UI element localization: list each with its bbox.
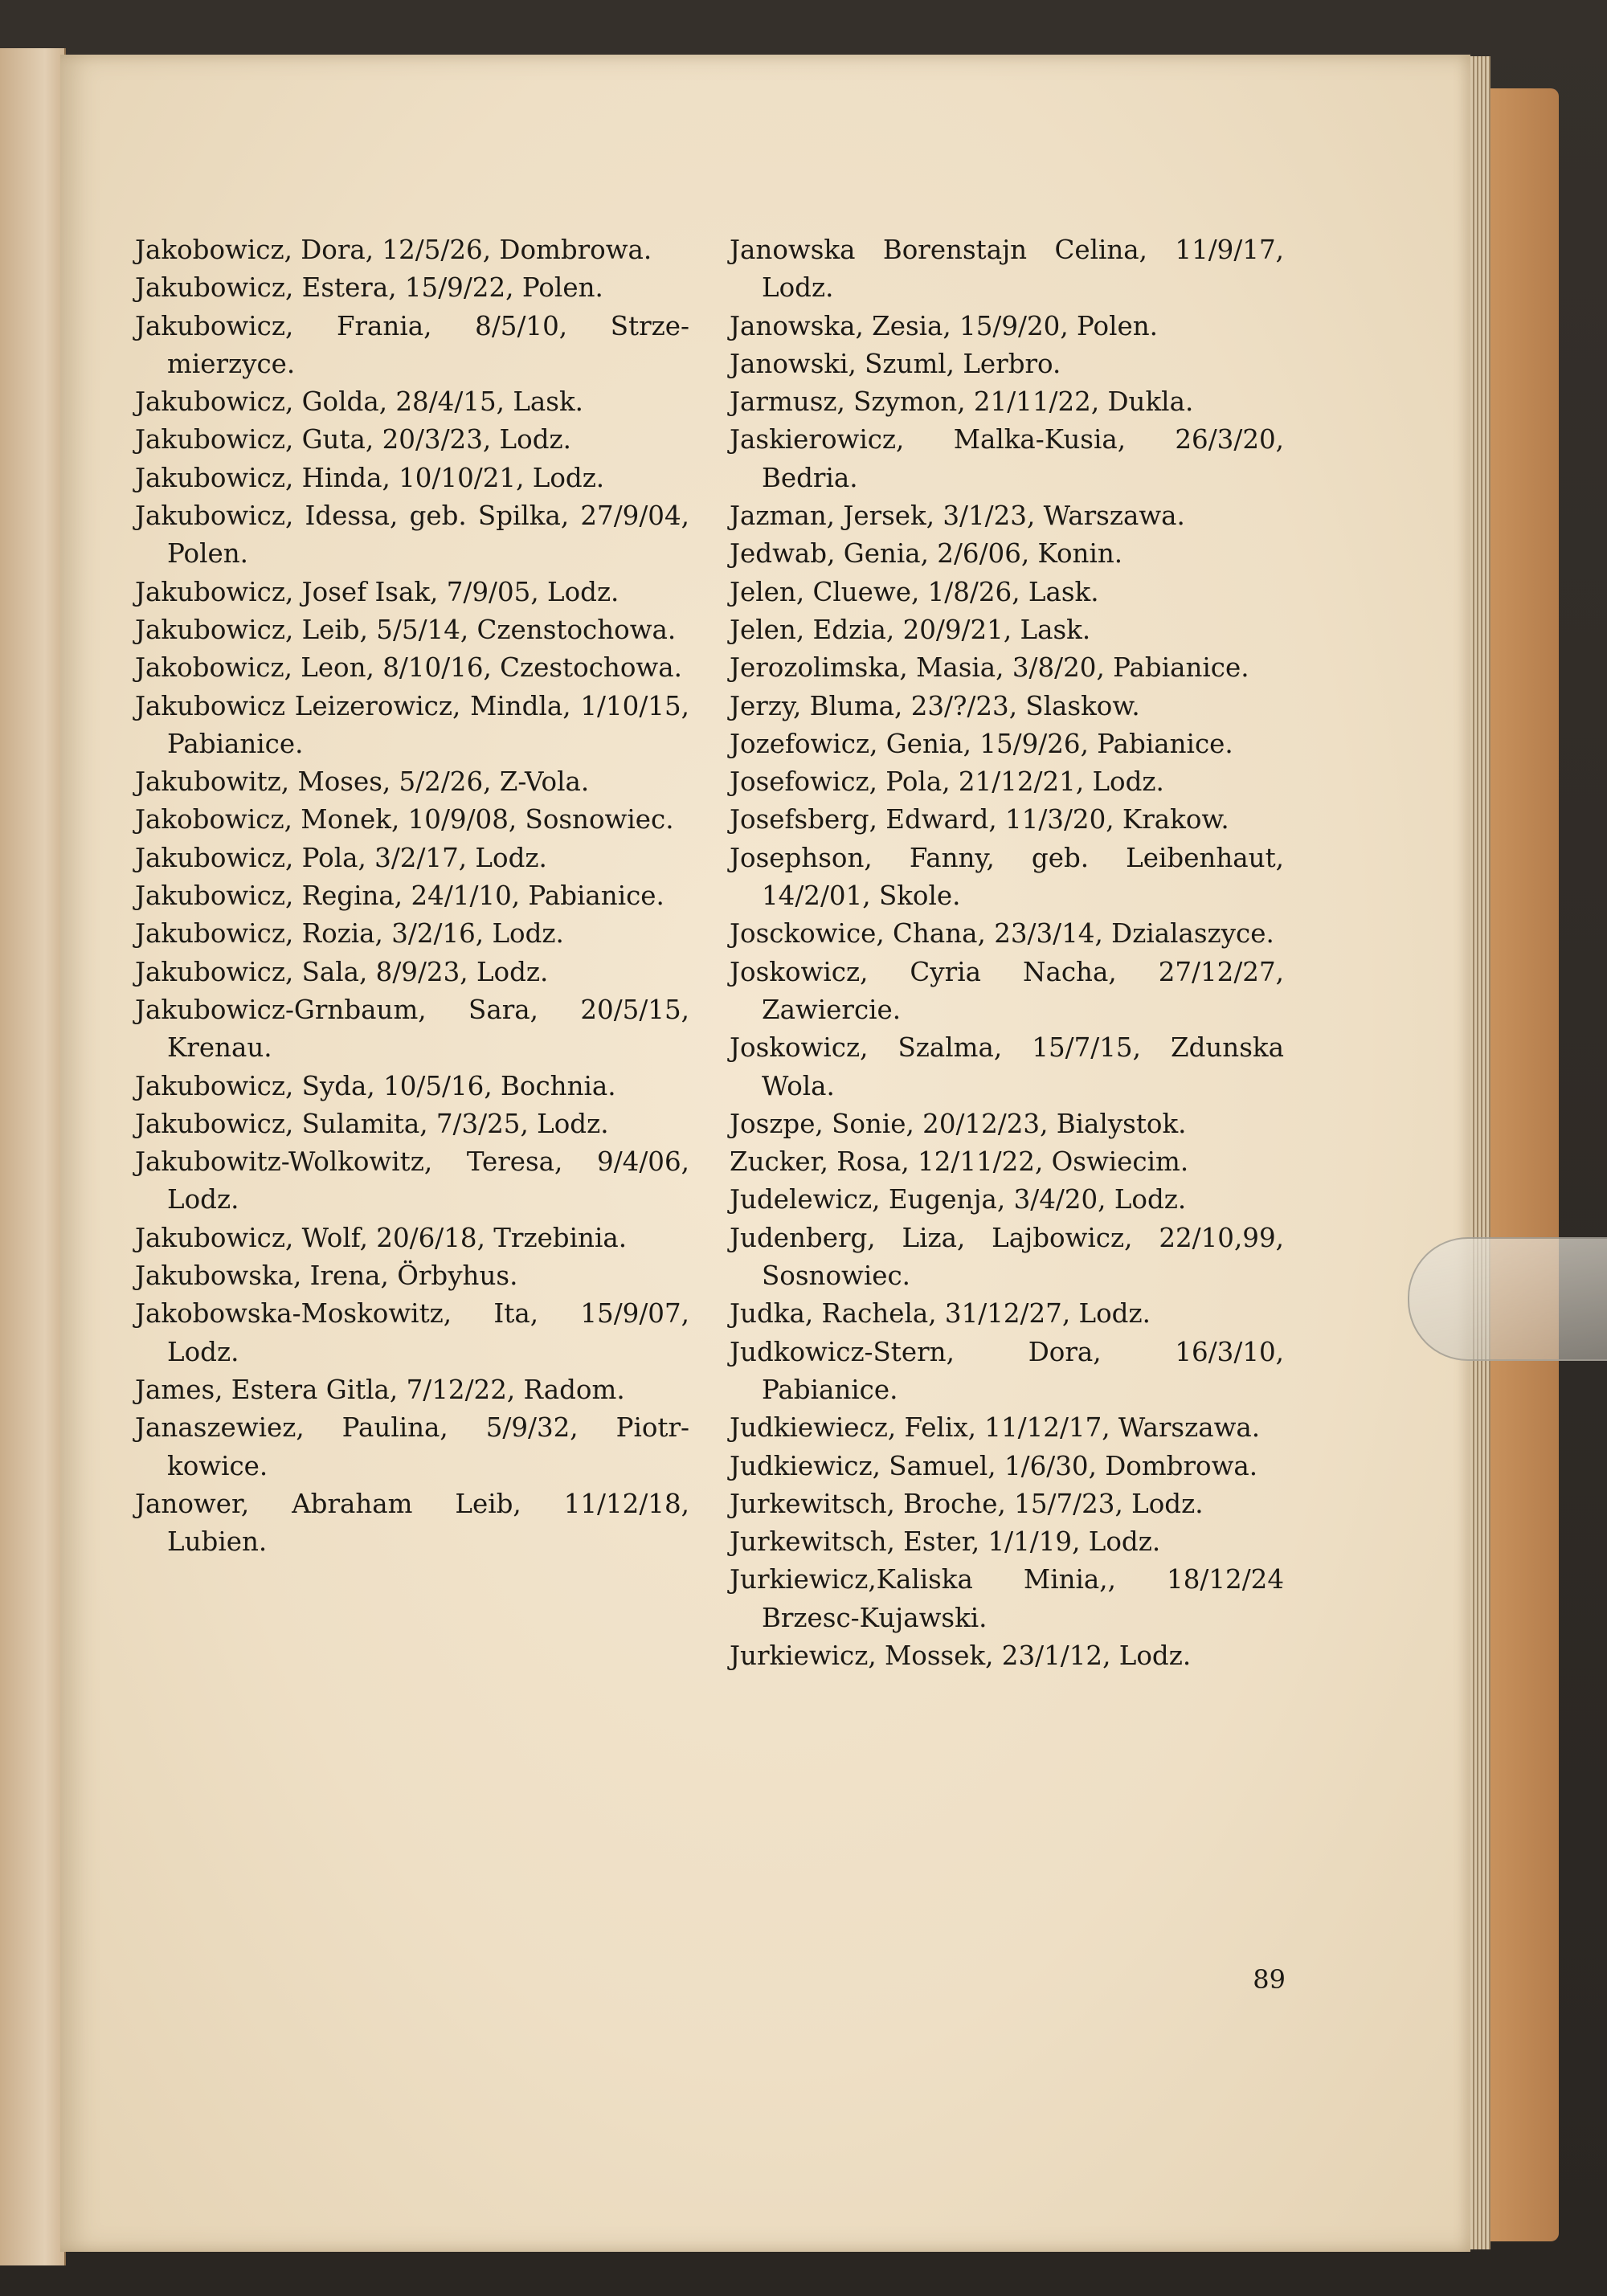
name-entry: Jakobowicz, Leon, 8/10/16, Czestochowa. [135,652,682,684]
name-entry: Jakubowicz-Grnbaum, Sara, 20/5/15, Krenau. [135,994,689,1064]
name-entry: Jakubowicz, Frania, 8/5/10, Strzemierzyce. [135,310,689,379]
name-entry: Jakubowicz, Golda, 28/4/15, Lask. [135,386,583,418]
name-entry: Jakubowicz Leizerowicz, Mindla, 1/10/15, Pabianice. [135,690,689,759]
name-entry: Jedwab, Genia, 2/6/06, Konin. [730,538,1123,570]
page-number: 89 [1253,1964,1286,1995]
name-entry: Josefowicz, Pola, 21/12/21, Lodz. [730,766,1164,798]
name-entry: Judkiewiecz, Felix, 11/12/17, Warszawa. [730,1412,1261,1444]
name-entry: Janower, Abraham Leib, 11/12/18, Lubien. [135,1488,689,1558]
name-entry: Jakobowicz, Dora, 12/5/26, Dombrowa. [135,235,652,265]
name-entry: Janowska, Zesia, 15/9/20, Polen. [730,310,1159,341]
name-entry: Jakubowicz, Rozia, 3/2/16, Lodz. [135,918,564,950]
name-entry: Janaszewiez, Paulina, 5/9/32, Piotrkowice. [135,1412,689,1481]
name-entry: Jakubowitz, Moses, 5/2/26, Z-Vola. [135,766,590,798]
name-entry: Jakubowicz, Leib, 5/5/14, Czenstochowa. [135,614,677,645]
name-entry: Jakubowicz, Regina, 24/1/10, Pabianice. [135,880,664,912]
name-entry: Janowska Borenstajn Celina, 11/9/17, Lodz. [730,235,1284,304]
name-entry: Jerozolimska, Masia, 3/8/20, Pabianice. [730,652,1249,684]
name-entry: Jakubowicz, Hinda, 10/10/21, Lodz. [135,462,605,493]
left-column [135,231,689,1561]
name-entry: Jakubowicz, Syda, 10/5/16, Bochnia. [135,1070,616,1101]
name-entry: Josephson, Fanny, geb. Leibenhaut, 14/2/01, Skole. [730,842,1284,912]
name-entry: Judka, Rachela, 31/12/27, Lodz. [730,1298,1151,1330]
name-entry: Jarmusz, Szymon, 21/11/22, Dukla. [730,386,1194,418]
name-entry: James, Estera Gitla, 7/12/22, Radom. [135,1374,625,1405]
name-entry: Jakubowitz-Wolkowitz, Teresa, 9/4/06, Lodz. [135,1146,689,1215]
name-entry: Josckowice, Chana, 23/3/14, Dzialaszyce. [730,918,1274,950]
name-entry: Jurkiewicz,Kaliska Minia,, 18/12/24 Brzesc-Kujawski. [730,1564,1284,1633]
name-entry: Zucker, Rosa, 12/11/22, Oswiecim. [730,1146,1189,1178]
name-entry: Jakubowicz, Wolf, 20/6/18, Trzebinia. [135,1222,628,1253]
name-entry: Jaskierowicz, Malka-Kusia, 26/3/20, Bedria. [730,424,1284,493]
name-entry: Jakubowska, Irena, Örbyhus. [135,1260,518,1292]
name-entry: Joszpe, Sonie, 20/12/23, Bialystok. [730,1108,1187,1139]
facing-page-edge [0,48,66,2265]
name-entry: Jakubowicz, Josef Isak, 7/9/05, Lodz. [135,576,619,607]
name-entry: Jurkewitsch, Broche, 15/7/23, Lodz. [730,1488,1204,1519]
name-entry: Judelewicz, Eugenja, 3/4/20, Lodz. [730,1184,1187,1215]
name-entry: Judenberg, Liza, Lajbowicz, 22/10,99, Sosnowiec. [730,1222,1284,1292]
right-column [730,231,1284,1675]
name-entry: Jakubowicz, Idessa, geb. Spilka, 27/9/04, Polen. [135,500,689,570]
name-entry: Janowski, Szuml, Lerbro. [730,348,1061,379]
name-entry: Jurkewitsch, Ester, 1/1/19, Lodz. [730,1526,1161,1558]
name-entry: Jakobowska-Moskowitz, Ita, 15/9/07, Lodz. [135,1298,689,1367]
name-entry: Jozefowicz, Genia, 15/9/26, Pabianice. [730,728,1233,759]
name-entry: Joskowicz, Cyria Nacha, 27/12/27, Zawiercie. [730,956,1284,1025]
name-entry: Jakubowicz, Estera, 15/9/22, Polen. [135,272,603,304]
name-entry: Joskowicz, Szalma, 15/7/15, Zdunska Wola. [730,1032,1284,1101]
name-entry: Jakubowicz, Sala, 8/9/23, Lodz. [135,956,549,987]
name-entry: Jakubowicz, Pola, 3/2/17, Lodz. [135,842,547,873]
name-entry: Jelen, Cluewe, 1/8/26, Lask. [730,576,1099,607]
name-entry: Jazman, Jersek, 3/1/23, Warszawa. [730,500,1185,532]
name-entry: Jakobowicz, Monek, 10/9/08, Sosnowiec. [135,804,674,835]
bookmark-clip [1408,1237,1607,1361]
name-entry: Jakubowicz, Sulamita, 7/3/25, Lodz. [135,1108,609,1139]
name-entry: Josefsberg, Edward, 11/3/20, Krakow. [730,804,1229,835]
name-entry: Judkiewicz, Samuel, 1/6/30, Dombrowa. [730,1450,1258,1481]
name-entry: Jurkiewicz, Mossek, 23/1/12, Lodz. [730,1640,1192,1671]
name-entry: Jerzy, Bluma, 23/?/23, Slaskow. [730,690,1140,721]
name-entry: Jakubowicz, Guta, 20/3/23, Lodz. [135,424,571,456]
name-entry: Jelen, Edzia, 20/9/21, Lask. [730,614,1091,645]
name-entry: Judkowicz-Stern, Dora, 16/3/10, Pabianice. [730,1336,1284,1405]
